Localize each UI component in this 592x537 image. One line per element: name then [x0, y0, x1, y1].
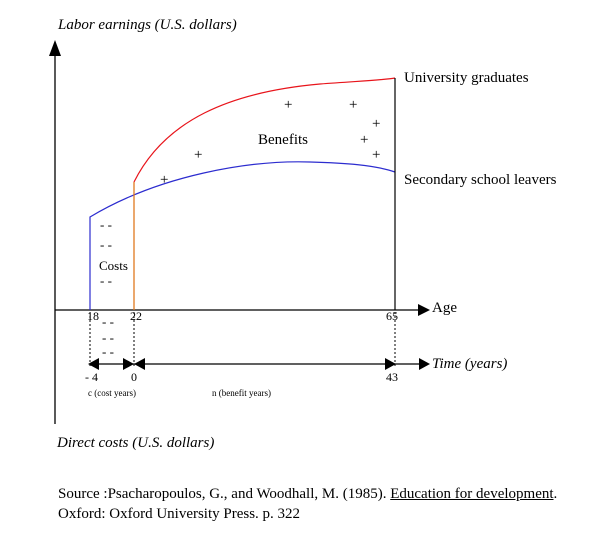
secondary-curve-label: Secondary school leavers: [404, 172, 557, 188]
age-tick-22: 22: [130, 309, 142, 323]
vertical-axis-arrow-icon: [49, 40, 61, 56]
minus-marker: - -: [100, 217, 112, 232]
minus-marker: - -: [100, 237, 112, 252]
minus-marker: - -: [102, 330, 114, 345]
source-suffix: . Oxford: Oxford University Press. p. 322: [58, 486, 558, 522]
time-axis-label: Time (years): [432, 356, 508, 372]
arrowhead-left-icon: [88, 358, 99, 370]
plus-marker: +: [194, 147, 203, 163]
source-prefix: Source :Psacharopoulos, G., and Woodhall, M. (1985).: [58, 486, 391, 502]
time-tick-43: 43: [386, 370, 398, 384]
age-axis-arrow-icon: [418, 304, 430, 316]
y-axis-top-label: Labor earnings (U.S. dollars): [58, 17, 237, 33]
plus-marker: +: [372, 116, 381, 132]
plus-marker: +: [160, 172, 169, 188]
arrowhead-right-icon: [385, 358, 396, 370]
source-title: Education for development: [390, 486, 554, 502]
cost-markers: [100, 217, 114, 359]
arrowhead-left-icon: [134, 358, 145, 370]
plus-marker: +: [349, 97, 358, 113]
minus-marker: - -: [102, 314, 114, 329]
age-tick-65: 65: [386, 309, 398, 323]
age-axis-label: Age: [432, 300, 457, 316]
university-curve-label: University graduates: [404, 70, 529, 86]
minus-marker: - -: [100, 273, 112, 288]
costs-label: Costs: [99, 258, 128, 273]
university-curve: [134, 78, 395, 182]
plus-marker: +: [284, 97, 293, 113]
cost-years-label: c (cost years): [88, 388, 136, 398]
time-tick-neg4: - 4: [85, 370, 98, 384]
time-tick-0: 0: [131, 370, 137, 384]
age-tick-18: 18: [87, 309, 99, 323]
benefits-label: Benefits: [258, 132, 308, 148]
benefit-years-label: n (benefit years): [212, 388, 271, 398]
secondary-curve: [90, 162, 395, 310]
arrowhead-right-icon: [123, 358, 134, 370]
time-axis-arrow-icon: [419, 358, 430, 370]
minus-marker: - -: [102, 344, 114, 359]
source-citation: [58, 484, 578, 524]
plus-marker: +: [360, 132, 369, 148]
plus-marker: +: [372, 147, 381, 163]
y-axis-bottom-label: Direct costs (U.S. dollars): [57, 435, 215, 451]
